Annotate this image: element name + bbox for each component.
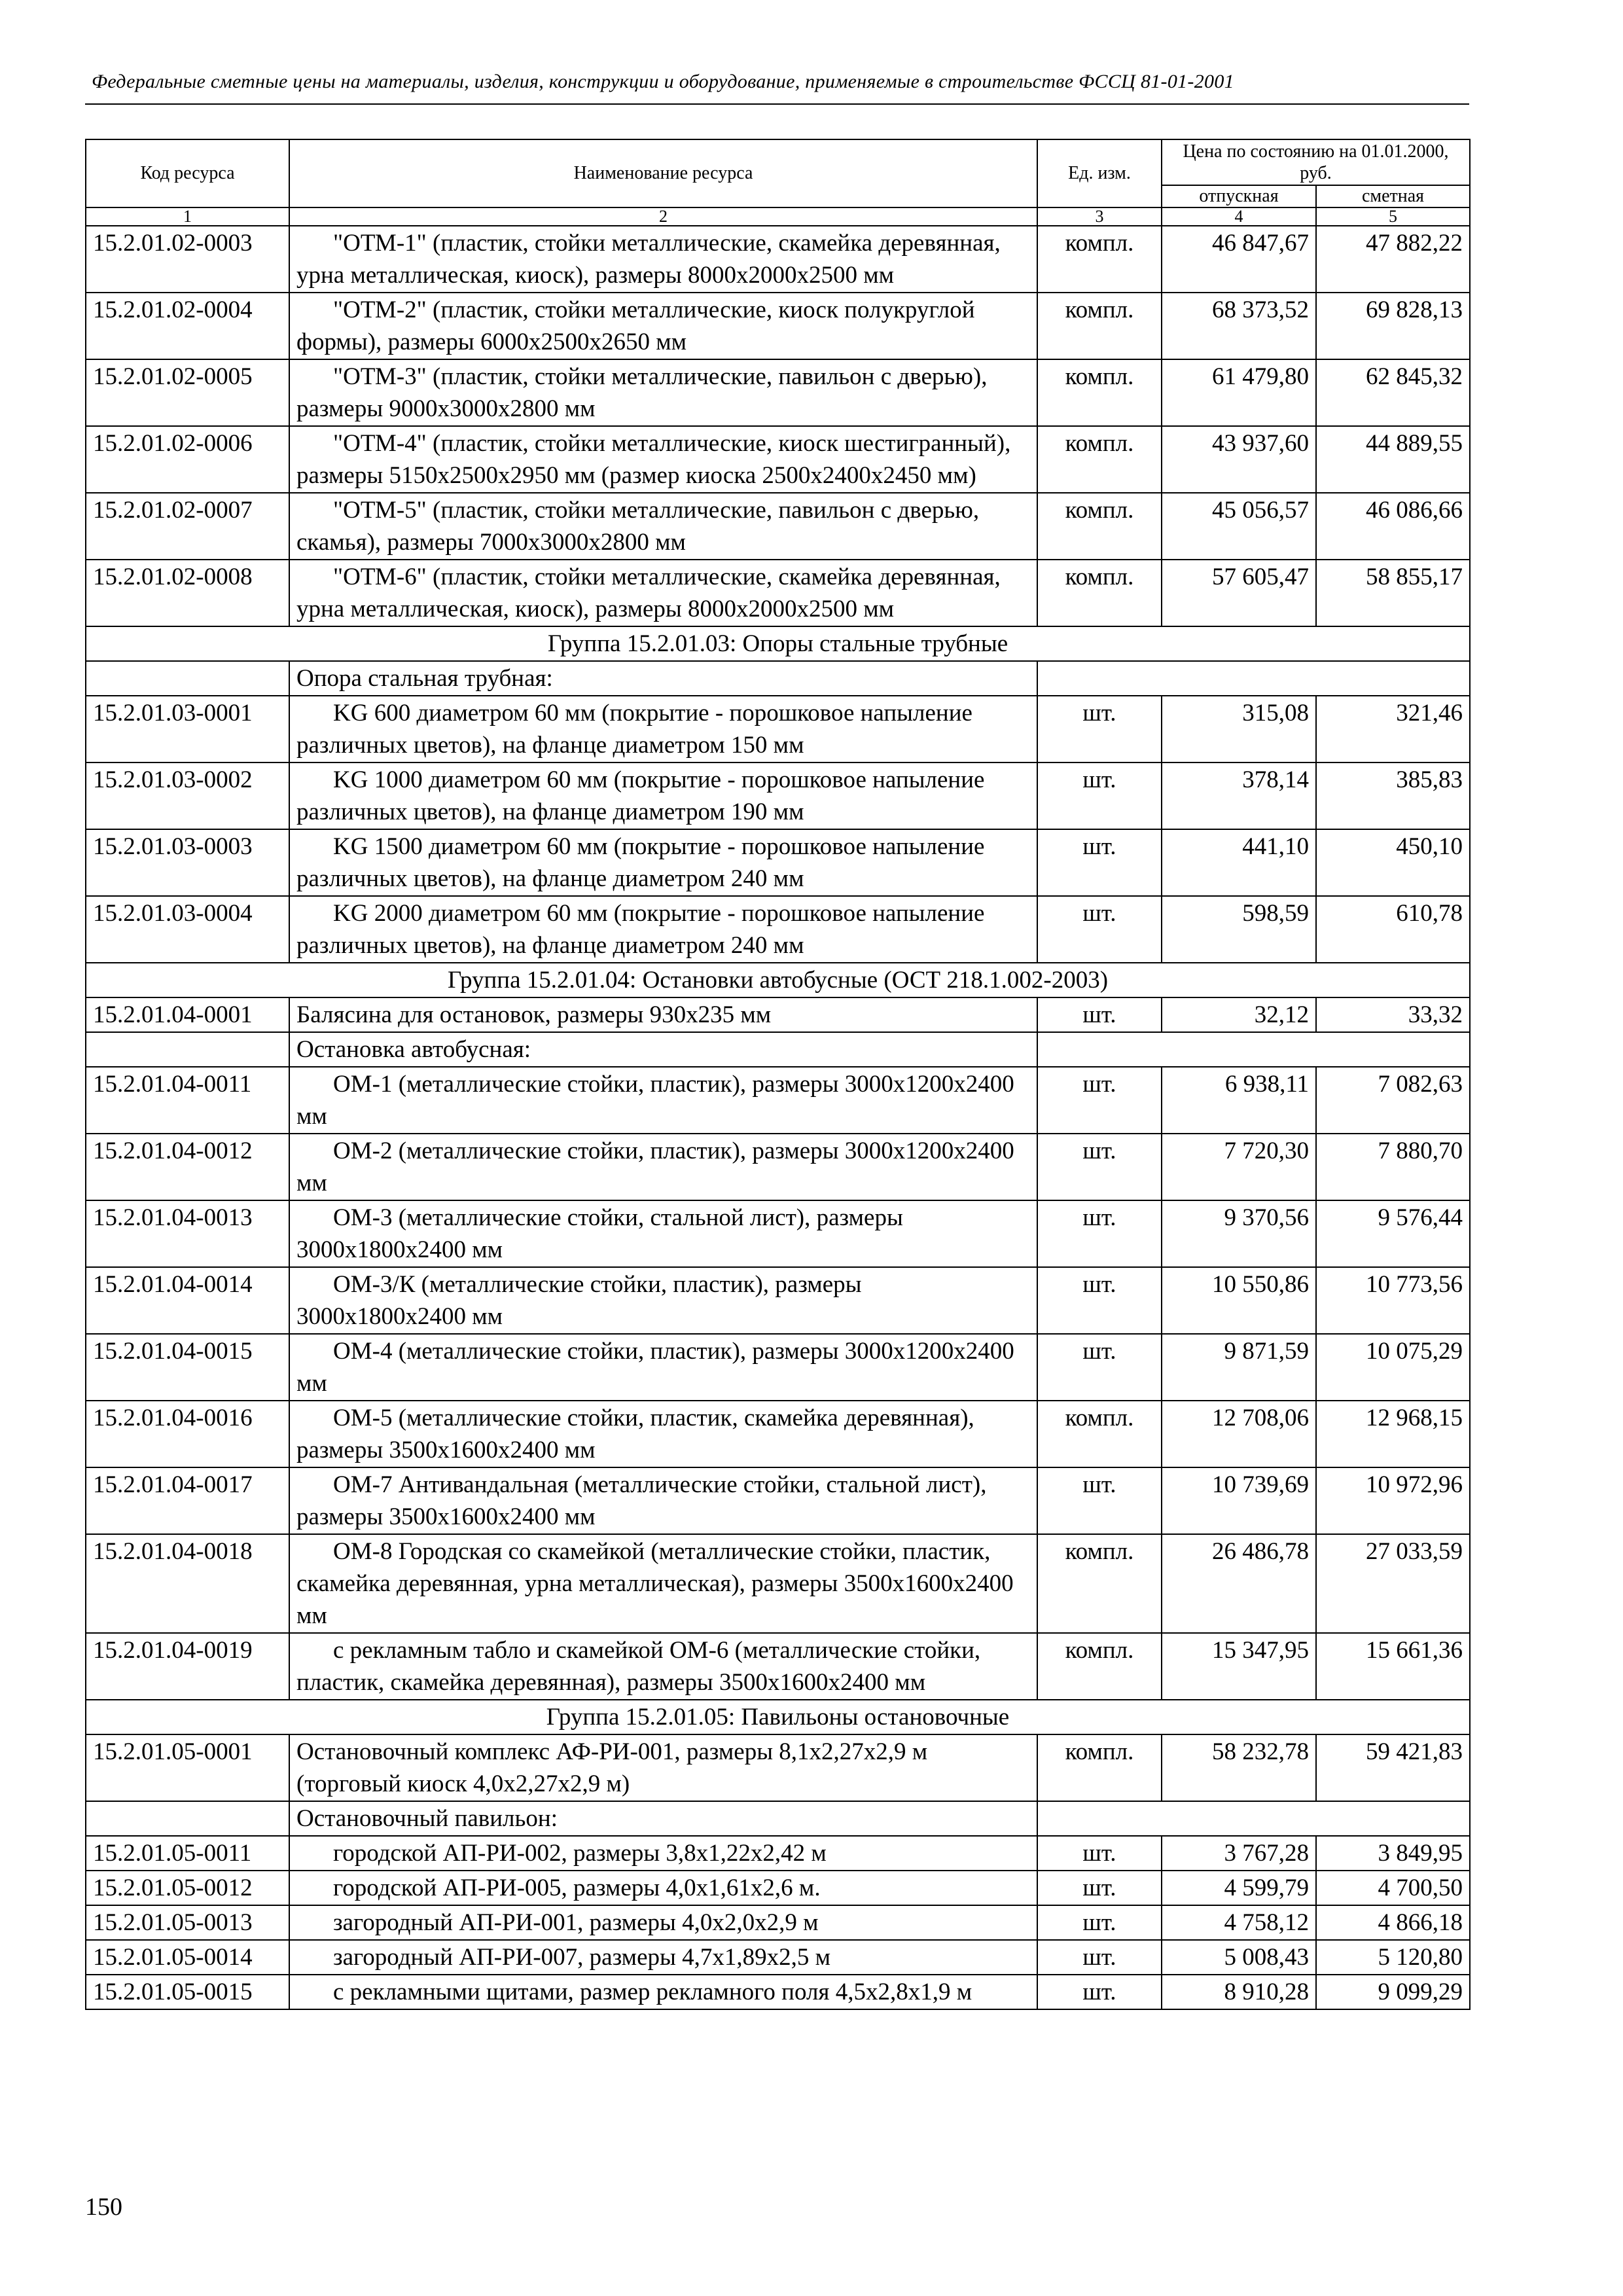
unit: шт. xyxy=(1037,997,1162,1032)
estimate-price: 27 033,59 xyxy=(1316,1534,1470,1633)
resource-name xyxy=(289,896,1037,963)
estimate-price: 47 882,22 xyxy=(1316,226,1470,293)
resource-code: 15.2.01.05-0001 xyxy=(86,1734,289,1801)
table-row xyxy=(86,1836,1470,1871)
resource-name xyxy=(289,1871,1037,1905)
estimate-price: 10 075,29 xyxy=(1316,1334,1470,1401)
header-unit: Ед. изм. xyxy=(1037,139,1162,207)
unit: компл. xyxy=(1037,1734,1162,1801)
resource-name xyxy=(289,1334,1037,1401)
resource-name-text: KG 1000 диаметром 60 мм (покрытие - порошковое напыление различных цветов), на фланце диаметром 190 мм xyxy=(296,766,985,825)
table-row xyxy=(86,1940,1470,1975)
table-row xyxy=(86,896,1470,963)
resource-code: 15.2.01.04-0017 xyxy=(86,1467,289,1534)
resource-name-text: KG 600 диаметром 60 мм (покрытие - порошковое напыление различных цветов), на фланце диаметром 150 мм xyxy=(296,700,972,759)
header-release-price: отпускная xyxy=(1162,185,1316,207)
unit: шт. xyxy=(1037,1940,1162,1975)
unit: шт. xyxy=(1037,762,1162,829)
estimate-price: 3 849,95 xyxy=(1316,1836,1470,1871)
resource-name-text: с рекламными щитами, размер рекламного поля 4,5х2,8х1,9 м xyxy=(333,1979,972,2005)
unit: компл. xyxy=(1037,560,1162,626)
unit: шт. xyxy=(1037,1905,1162,1940)
unit: компл. xyxy=(1037,293,1162,359)
unit: шт. xyxy=(1037,1871,1162,1905)
release-price: 9 871,59 xyxy=(1162,1334,1316,1401)
estimate-price: 7 880,70 xyxy=(1316,1134,1470,1200)
estimate-price: 4 866,18 xyxy=(1316,1905,1470,1940)
estimate-price: 7 082,63 xyxy=(1316,1067,1470,1134)
table-row xyxy=(86,426,1470,493)
table-row xyxy=(86,1905,1470,1940)
resource-code: 15.2.01.04-0014 xyxy=(86,1267,289,1334)
empty-value-cell xyxy=(1037,1032,1470,1067)
estimate-price: 12 968,15 xyxy=(1316,1401,1470,1467)
release-price: 10 550,86 xyxy=(1162,1267,1316,1334)
resource-code: 15.2.01.04-0011 xyxy=(86,1067,289,1134)
resource-name-text: "ОТМ-5" (пластик, стойки металлические, павильон с дверью, скамья), размеры 7000х3000х2800 мм xyxy=(296,497,980,556)
resource-name-text: KG 1500 диаметром 60 мм (покрытие - порошковое напыление различных цветов), на фланце диаметром 240 мм xyxy=(296,833,985,892)
estimate-price: 4 700,50 xyxy=(1316,1871,1470,1905)
resource-code: 15.2.01.03-0002 xyxy=(86,762,289,829)
resource-name-text: Остановочный комплекс АФ-РИ-001, размеры 8,1х2,27х2,9 м (торговый киоск 4,0х2,27х2,9 м) xyxy=(296,1738,928,1797)
release-price: 61 479,80 xyxy=(1162,359,1316,426)
resource-name-text: загородный АП-РИ-001, размеры 4,0х2,0х2,9 м xyxy=(333,1909,819,1936)
estimate-price: 44 889,55 xyxy=(1316,426,1470,493)
table-row xyxy=(86,1633,1470,1700)
table-row xyxy=(86,1067,1470,1134)
table-row xyxy=(86,1401,1470,1467)
column-number: 5 xyxy=(1316,207,1470,226)
unit: компл. xyxy=(1037,1401,1162,1467)
resource-name xyxy=(289,997,1037,1032)
release-price: 26 486,78 xyxy=(1162,1534,1316,1633)
table-row xyxy=(86,293,1470,359)
resource-code: 15.2.01.02-0007 xyxy=(86,493,289,560)
resource-code: 15.2.01.05-0013 xyxy=(86,1905,289,1940)
table-row xyxy=(86,560,1470,626)
release-price: 4 758,12 xyxy=(1162,1905,1316,1940)
estimate-price: 450,10 xyxy=(1316,829,1470,896)
empty-value-cell xyxy=(1037,1801,1470,1836)
empty-code-cell xyxy=(86,1801,289,1836)
table-row xyxy=(86,493,1470,560)
table-row xyxy=(86,829,1470,896)
resource-code: 15.2.01.04-0018 xyxy=(86,1534,289,1633)
table-row xyxy=(86,696,1470,762)
resource-code: 15.2.01.04-0001 xyxy=(86,997,289,1032)
resource-code: 15.2.01.04-0012 xyxy=(86,1134,289,1200)
resource-name xyxy=(289,1534,1037,1633)
resource-name xyxy=(289,1200,1037,1267)
resource-name xyxy=(289,226,1037,293)
release-price: 5 008,43 xyxy=(1162,1940,1316,1975)
header-rule xyxy=(85,103,1469,105)
resource-code: 15.2.01.02-0003 xyxy=(86,226,289,293)
column-number: 1 xyxy=(86,207,289,226)
resource-name xyxy=(289,1467,1037,1534)
unit: шт. xyxy=(1037,896,1162,963)
release-price: 9 370,56 xyxy=(1162,1200,1316,1267)
release-price: 43 937,60 xyxy=(1162,426,1316,493)
resource-code: 15.2.01.04-0019 xyxy=(86,1633,289,1700)
release-price: 58 232,78 xyxy=(1162,1734,1316,1801)
empty-code-cell xyxy=(86,1032,289,1067)
resource-name xyxy=(289,1940,1037,1975)
resource-name-text: "ОТМ-3" (пластик, стойки металлические, павильон с дверью), размеры 9000х3000х2800 мм xyxy=(296,363,988,422)
unit: компл. xyxy=(1037,226,1162,293)
estimate-price: 62 845,32 xyxy=(1316,359,1470,426)
subheading-label: Остановка автобусная: xyxy=(289,1032,1037,1067)
group-header-row xyxy=(86,963,1470,997)
resource-name-text: "ОТМ-6" (пластик, стойки металлические, скамейка деревянная, урна металлическая, киоск), размеры 8000х2000х2500 мм xyxy=(296,564,1001,622)
subheading-label: Остановочный павильон: xyxy=(289,1801,1037,1836)
group-title: Группа 15.2.01.04: Остановки автобусные (ОСТ 218.1.002-2003) xyxy=(86,963,1470,997)
running-header: Федеральные сметные цены на материалы, изделия, конструкции и оборудование, применяемые в строительстве ФССЦ 81-01-2001 xyxy=(92,71,1234,92)
resource-name-text: KG 2000 диаметром 60 мм (покрытие - порошковое напыление различных цветов), на фланце диаметром 240 мм xyxy=(296,900,985,959)
release-price: 57 605,47 xyxy=(1162,560,1316,626)
resource-code: 15.2.01.05-0014 xyxy=(86,1940,289,1975)
release-price: 68 373,52 xyxy=(1162,293,1316,359)
estimate-price: 10 773,56 xyxy=(1316,1267,1470,1334)
header-name: Наименование ресурса xyxy=(289,139,1037,207)
header-price: Цена по состоянию на 01.01.2000, руб. xyxy=(1162,139,1470,185)
table-row xyxy=(86,1534,1470,1633)
resource-name xyxy=(289,1267,1037,1334)
table-row xyxy=(86,997,1470,1032)
column-number-row xyxy=(86,207,1470,226)
resource-code: 15.2.01.05-0011 xyxy=(86,1836,289,1871)
unit: шт. xyxy=(1037,1467,1162,1534)
estimate-price: 10 972,96 xyxy=(1316,1467,1470,1534)
release-price: 4 599,79 xyxy=(1162,1871,1316,1905)
unit: шт. xyxy=(1037,829,1162,896)
resource-name xyxy=(289,762,1037,829)
table-row xyxy=(86,226,1470,293)
resource-name xyxy=(289,1401,1037,1467)
estimate-price: 385,83 xyxy=(1316,762,1470,829)
estimate-price: 33,32 xyxy=(1316,997,1470,1032)
release-price: 10 739,69 xyxy=(1162,1467,1316,1534)
resource-name xyxy=(289,1975,1037,2009)
subheading-row xyxy=(86,1801,1470,1836)
release-price: 6 938,11 xyxy=(1162,1067,1316,1134)
resource-name-text: ОМ-3 (металлические стойки, стальной лист), размеры 3000х1800х2400 мм xyxy=(296,1204,903,1263)
release-price: 32,12 xyxy=(1162,997,1316,1032)
group-title: Группа 15.2.01.03: Опоры стальные трубные xyxy=(86,626,1470,661)
resource-name xyxy=(289,1067,1037,1134)
release-price: 7 720,30 xyxy=(1162,1134,1316,1200)
unit: компл. xyxy=(1037,1534,1162,1633)
resource-name xyxy=(289,359,1037,426)
estimate-price: 69 828,13 xyxy=(1316,293,1470,359)
resource-name-text: загородный АП-РИ-007, размеры 4,7х1,89х2,5 м xyxy=(333,1944,831,1971)
resource-name-text: "ОТМ-4" (пластик, стойки металлические, киоск шестигранный), размеры 5150х2500х2950 мм (размер киоска 2500х2400х2450 мм) xyxy=(296,430,1011,489)
release-price: 3 767,28 xyxy=(1162,1836,1316,1871)
resource-name-text: Балясина для остановок, размеры 930х235 мм xyxy=(296,1001,772,1028)
resource-name-text: ОМ-4 (металлические стойки, пластик), размеры 3000х1200х2400 мм xyxy=(296,1338,1014,1397)
estimate-price: 46 086,66 xyxy=(1316,493,1470,560)
page-number: 150 xyxy=(85,2193,122,2221)
resource-code: 15.2.01.03-0004 xyxy=(86,896,289,963)
resource-name-text: с рекламным табло и скамейкой ОМ-6 (металлические стойки, пластик, скамейка деревянная), размеры 3500х1600х2400 мм xyxy=(296,1637,981,1696)
empty-value-cell xyxy=(1037,661,1470,696)
table-row xyxy=(86,1134,1470,1200)
resource-code: 15.2.01.05-0012 xyxy=(86,1871,289,1905)
resource-name xyxy=(289,1905,1037,1940)
column-number: 4 xyxy=(1162,207,1316,226)
table-row xyxy=(86,1267,1470,1334)
resource-name xyxy=(289,293,1037,359)
resource-code: 15.2.01.02-0004 xyxy=(86,293,289,359)
resource-name xyxy=(289,1836,1037,1871)
resource-name xyxy=(289,1134,1037,1200)
table-body xyxy=(86,226,1470,2009)
table-row xyxy=(86,1975,1470,2009)
resource-name xyxy=(289,560,1037,626)
resource-name xyxy=(289,493,1037,560)
release-price: 46 847,67 xyxy=(1162,226,1316,293)
resource-code: 15.2.01.02-0005 xyxy=(86,359,289,426)
header-code: Код ресурса xyxy=(86,139,289,207)
header-estimate-price: сметная xyxy=(1316,185,1470,207)
resource-name-text: ОМ-2 (металлические стойки, пластик), размеры 3000х1200х2400 мм xyxy=(296,1138,1014,1196)
column-number: 3 xyxy=(1037,207,1162,226)
estimate-price: 59 421,83 xyxy=(1316,1734,1470,1801)
unit: шт. xyxy=(1037,1134,1162,1200)
release-price: 598,59 xyxy=(1162,896,1316,963)
resource-code: 15.2.01.04-0016 xyxy=(86,1401,289,1467)
resource-name-text: "ОТМ-2" (пластик, стойки металлические, киоск полукруглой формы), размеры 6000х2500х2650 мм xyxy=(296,296,975,355)
unit: компл. xyxy=(1037,426,1162,493)
table-row xyxy=(86,1334,1470,1401)
subheading-row xyxy=(86,661,1470,696)
resource-code: 15.2.01.02-0008 xyxy=(86,560,289,626)
resource-name xyxy=(289,696,1037,762)
table-row xyxy=(86,359,1470,426)
resource-code: 15.2.01.04-0013 xyxy=(86,1200,289,1267)
group-title: Группа 15.2.01.05: Павильоны остановочные xyxy=(86,1700,1470,1734)
release-price: 378,14 xyxy=(1162,762,1316,829)
subheading-label: Опора стальная трубная: xyxy=(289,661,1037,696)
unit: компл. xyxy=(1037,1633,1162,1700)
group-header-row xyxy=(86,1700,1470,1734)
unit: шт. xyxy=(1037,1067,1162,1134)
unit: шт. xyxy=(1037,1836,1162,1871)
price-table xyxy=(85,139,1471,2010)
estimate-price: 15 661,36 xyxy=(1316,1633,1470,1700)
resource-name-text: ОМ-3/К (металлические стойки, пластик), размеры 3000х1800х2400 мм xyxy=(296,1271,862,1330)
unit: шт. xyxy=(1037,1200,1162,1267)
resource-code: 15.2.01.03-0001 xyxy=(86,696,289,762)
release-price: 315,08 xyxy=(1162,696,1316,762)
subheading-row xyxy=(86,1032,1470,1067)
resource-name xyxy=(289,829,1037,896)
release-price: 45 056,57 xyxy=(1162,493,1316,560)
table-row xyxy=(86,762,1470,829)
table-row xyxy=(86,1734,1470,1801)
resource-code: 15.2.01.05-0015 xyxy=(86,1975,289,2009)
resource-name-text: ОМ-8 Городская со скамейкой (металлические стойки, пластик, скамейка деревянная, урна металлическая), размеры 3500х1600х2400 мм xyxy=(296,1538,1014,1629)
resource-name xyxy=(289,426,1037,493)
release-price: 15 347,95 xyxy=(1162,1633,1316,1700)
estimate-price: 5 120,80 xyxy=(1316,1940,1470,1975)
column-number: 2 xyxy=(289,207,1037,226)
estimate-price: 9 576,44 xyxy=(1316,1200,1470,1267)
unit: шт. xyxy=(1037,1975,1162,2009)
group-header-row xyxy=(86,626,1470,661)
release-price: 12 708,06 xyxy=(1162,1401,1316,1467)
unit: компл. xyxy=(1037,359,1162,426)
estimate-price: 610,78 xyxy=(1316,896,1470,963)
estimate-price: 58 855,17 xyxy=(1316,560,1470,626)
resource-code: 15.2.01.04-0015 xyxy=(86,1334,289,1401)
resource-name-text: ОМ-1 (металлические стойки, пластик), размеры 3000х1200х2400 мм xyxy=(296,1071,1014,1130)
resource-name-text: городской АП-РИ-002, размеры 3,8х1,22х2,42 м xyxy=(333,1840,827,1867)
estimate-price: 9 099,29 xyxy=(1316,1975,1470,2009)
resource-name-text: ОМ-5 (металлические стойки, пластик, скамейка деревянная), размеры 3500х1600х2400 мм xyxy=(296,1405,974,1463)
table-row xyxy=(86,1200,1470,1267)
empty-code-cell xyxy=(86,661,289,696)
unit: шт. xyxy=(1037,1267,1162,1334)
release-price: 441,10 xyxy=(1162,829,1316,896)
unit: шт. xyxy=(1037,696,1162,762)
resource-code: 15.2.01.02-0006 xyxy=(86,426,289,493)
resource-code: 15.2.01.03-0003 xyxy=(86,829,289,896)
estimate-price: 321,46 xyxy=(1316,696,1470,762)
table-row xyxy=(86,1467,1470,1534)
release-price: 8 910,28 xyxy=(1162,1975,1316,2009)
table-row xyxy=(86,1871,1470,1905)
resource-name xyxy=(289,1734,1037,1801)
resource-name-text: городской АП-РИ-005, размеры 4,0х1,61х2,6 м. xyxy=(333,1874,821,1901)
unit: компл. xyxy=(1037,493,1162,560)
resource-name-text: ОМ-7 Антивандальная (металлические стойки, стальной лист), размеры 3500х1600х2400 мм xyxy=(296,1471,987,1530)
resource-name-text: "ОТМ-1" (пластик, стойки металлические, скамейка деревянная, урна металлическая, киоск), размеры 8000х2000х2500 мм xyxy=(296,230,1001,289)
unit: шт. xyxy=(1037,1334,1162,1401)
resource-name xyxy=(289,1633,1037,1700)
